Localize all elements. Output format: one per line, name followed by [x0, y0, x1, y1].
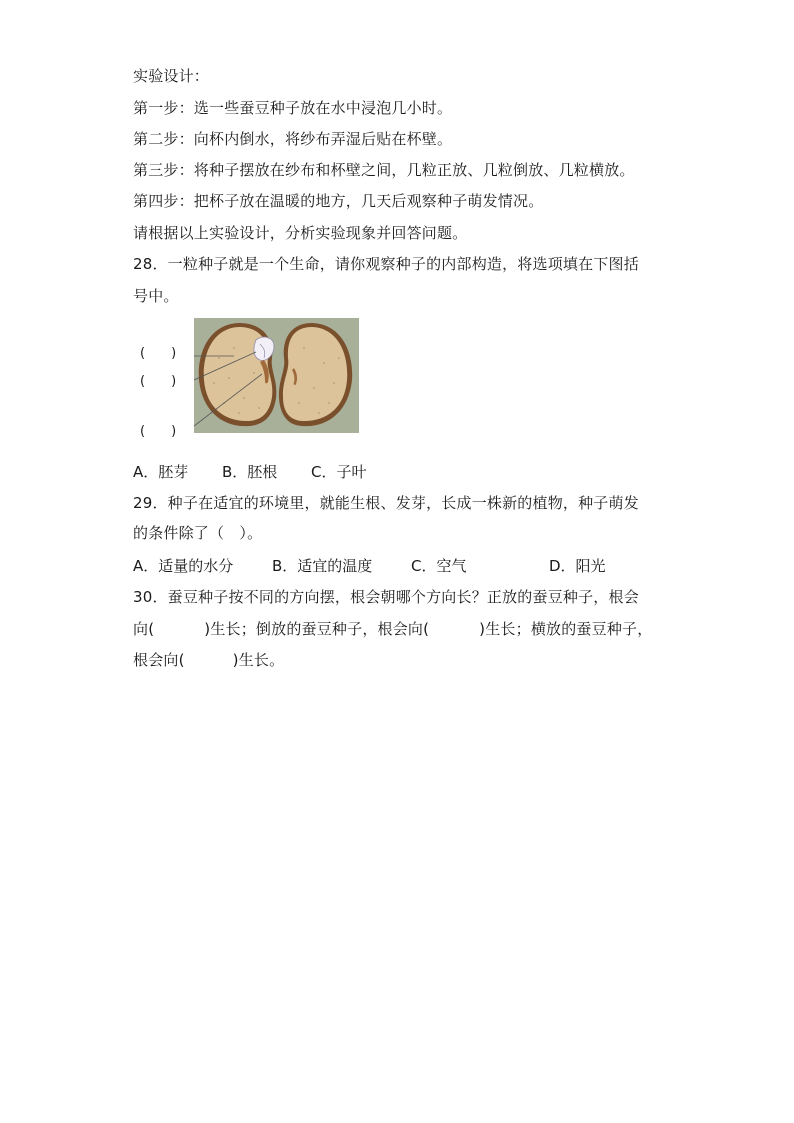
q29-option-a[interactable]: A．适量的水分: [133, 557, 234, 575]
answer-blank-1[interactable]: ( ): [140, 346, 177, 361]
q29-option-b[interactable]: B．适宜的温度: [272, 557, 373, 575]
question-28-line-1: 28．一粒种子就是一个生命，请你观察种子的内部构造，将选项填在下图括: [133, 255, 639, 273]
answer-blank-3[interactable]: ( ): [140, 424, 177, 439]
q30-text-a: 向(: [133, 620, 155, 638]
question-30-line-3: [133, 650, 284, 670]
q29-option-c[interactable]: C．空气: [411, 557, 467, 575]
q28-option-b[interactable]: B．胚根: [222, 463, 278, 481]
question-28-line-2: 号中。: [133, 287, 179, 305]
step-3: 第三步：将种子摆放在纱布和杯壁之间，几粒正放、几粒倒放、几粒横放。: [133, 161, 635, 179]
q29-option-d[interactable]: D．阳光: [549, 557, 606, 575]
q28-option-a[interactable]: A．胚芽: [133, 463, 189, 481]
question-29-line-2: 的条件除了（ ）。: [133, 524, 263, 542]
step-4: 第四步：把杯子放在温暖的地方，几天后观察种子萌发情况。: [133, 192, 544, 210]
answer-blank-2[interactable]: ( ): [140, 374, 177, 389]
step-2: 第二步：向杯内倒水，将纱布弄湿后贴在杯壁。: [133, 130, 453, 148]
q28-option-c[interactable]: C．子叶: [311, 463, 367, 481]
instruction: 请根据以上实验设计，分析实验现象并回答问题。: [133, 224, 468, 242]
question-30-line-1: 30．蚕豆种子按不同的方向摆，根会朝哪个方向长？正放的蚕豆种子，根会: [133, 588, 639, 606]
q30-text-e: )生长。: [232, 651, 285, 669]
question-29-line-1: 29．种子在适宜的环境里，就能生根、发芽，长成一株新的植物，种子萌发: [133, 494, 639, 512]
step-1: 第一步：选一些蚕豆种子放在水中浸泡几小时。: [133, 99, 453, 117]
seed-structure-illustration: [194, 318, 359, 433]
experiment-heading: 实验设计：: [133, 67, 210, 85]
question-30-line-2: [133, 619, 652, 639]
broad-bean-seed-image: [194, 318, 359, 433]
q30-text-d: 根会向(: [133, 651, 185, 669]
q30-text-c: )生长；横放的蚕豆种子，: [479, 620, 653, 638]
q30-text-b: )生长；倒放的蚕豆种子，根会向(: [204, 620, 430, 638]
